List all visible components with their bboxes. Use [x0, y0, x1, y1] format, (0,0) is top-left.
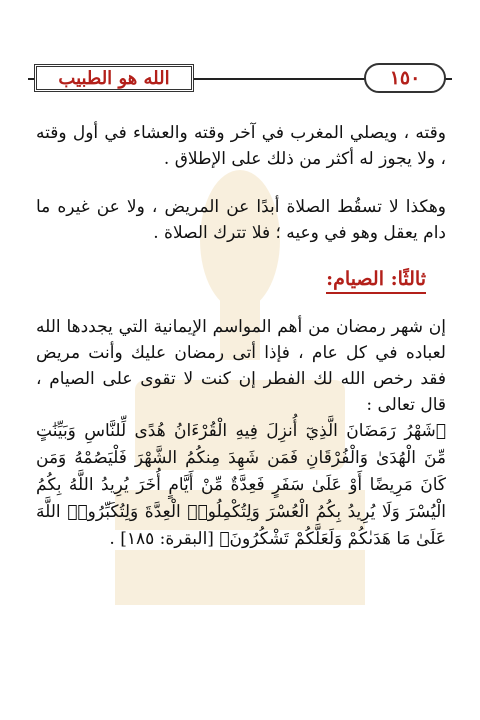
- quran-verse-block: [36, 418, 446, 553]
- book-title: الله هو الطبيب: [34, 64, 194, 92]
- paragraph-3: إن شهر رمضان من أهم المواسم الإيمانية التي يجددها الله لعباده في كل عام ، فإذا أتى رمضان عليك وأنت مريض فقد رخص الله لك الفطر إن كنت لا تقوى على الصيام ، قال تعالى :: [36, 317, 446, 415]
- page-number: ١٥٠: [364, 63, 446, 93]
- page-header: [28, 62, 452, 96]
- verse-reference: [البقرة: ١٨٥] .: [109, 529, 214, 549]
- paragraph-2: وهكذا لا تسقُط الصلاة أبدًا عن المريض ، ولا عن غيره ما دام يعقل وهو في وعيه ؛ فلا تترك الصلاة .: [36, 197, 446, 243]
- paragraph-1: وقته ، ويصلي المغرب في آخر وقته والعشاء في أول وقته ، ولا يجوز له أكثر من ذلك على الإطلاق .: [36, 123, 446, 169]
- quran-verse: ﴿شَهْرُ رَمَضَانَ الَّذِيٓ أُنزِلَ فِيهِ الْقُرْءَانُ هُدًى لِّلنَّاسِ وَبَيِّنَٰتٍ مِّنَ الْهُدَىٰ وَالْفُرْقَانِ فَمَن شَهِدَ مِنكُمُ الشَّهْرَ فَلْيَصُمْهُ وَمَن كَانَ مَرِيضًا أَوْ عَلَىٰ سَفَرٍ فَعِدَّةٌ مِّنْ أَيَّامٍ أُخَرَ يُرِيدُ اللَّهُ بِكُمُ الْيُسْرَ وَلَا يُرِيدُ بِكُمُ الْعُسْرَ وَلِتُكْمِلُوا۟ الْعِدَّةَ وَلِتُكَبِّرُوا۟ اللَّهَ عَلَىٰ مَا هَدَىٰكُمْ وَلَعَلَّكُمْ تَشْكُرُونَ﴾: [36, 421, 446, 549]
- section-title: ثالثًا: الصيام:: [326, 268, 426, 294]
